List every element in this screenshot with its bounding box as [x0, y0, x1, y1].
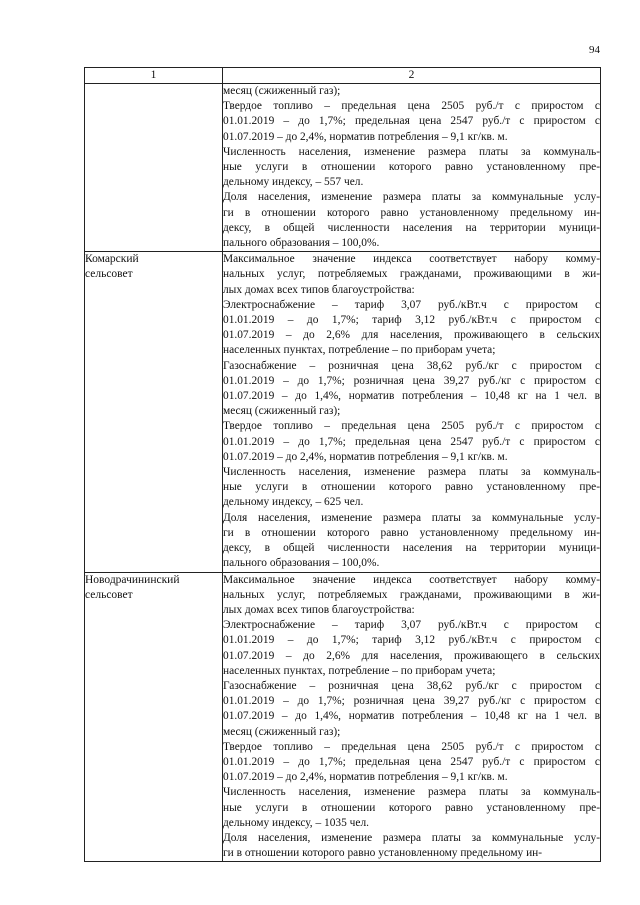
paragraph — [223, 190, 600, 251]
text-line: 01.07.2019 – до 1,4%, норматив потребления – 10,48 кг на 1 чел. в — [223, 390, 600, 403]
text-line: Электроснабжение – тариф 3,07 руб./кВт.ч с приростом с — [223, 298, 600, 311]
tariff-table — [84, 67, 601, 862]
table-row — [85, 84, 601, 252]
text-line: ные услуги в отношении которого равно установленному пре- — [223, 801, 600, 814]
text-line: Максимальное значение индекса соответствует набору комму- — [223, 253, 600, 266]
paragraph — [223, 419, 600, 465]
text-line: дельному индексу, – 625 чел. — [223, 496, 364, 509]
text-line: Доля населения, изменение размера платы за коммунальные услу- — [223, 831, 600, 844]
text-line: месяц (сжиженный газ); — [223, 725, 341, 738]
text-line: Твердое топливо – предельная цена 2505 руб./т с приростом с — [223, 740, 600, 753]
text-line: ные услуги в отношении которого равно установленному пре- — [223, 161, 600, 174]
text-line: Электроснабжение – тариф 3,07 руб./кВт.ч с приростом с — [223, 619, 600, 632]
municipality-name-line: Новодрачининский — [85, 573, 180, 586]
text-line: Доля населения, изменение размера платы за коммунальные услу- — [223, 191, 600, 204]
paragraph — [223, 740, 600, 786]
paragraph — [223, 359, 600, 420]
text-line: 01.01.2019 – до 1,7%; предельная цена 2547 руб./т с приростом с — [223, 115, 600, 128]
paragraph — [223, 298, 600, 359]
paragraph — [223, 511, 600, 572]
text-line: лых домах всех типов благоустройства: — [223, 603, 415, 616]
text-line: Твердое топливо – предельная цена 2505 руб./т с приростом с — [223, 420, 600, 433]
text-line: Численность населения, изменение размера платы за коммуналь- — [223, 145, 600, 158]
text-line: дексу, в общей численности населения на территории муници- — [223, 221, 600, 234]
table-row — [85, 572, 601, 862]
text-line: Газоснабжение – розничная цена 38,62 руб./кг с приростом с — [223, 679, 600, 692]
text-line: 01.01.2019 – до 1,7%; предельная цена 2547 руб./т с приростом с — [223, 435, 600, 448]
paragraph — [223, 145, 600, 191]
text-line: 01.01.2019 – до 1,7%; розничная цена 39,27 руб./кг с приростом с — [223, 695, 600, 708]
municipality-name-line: сельсовет — [85, 268, 133, 281]
paragraph — [223, 785, 600, 831]
text-line: дельному индексу, – 1035 чел. — [223, 816, 369, 829]
description-cell — [223, 572, 601, 862]
municipality-cell — [85, 572, 223, 862]
municipality-cell — [85, 252, 223, 572]
municipality-cell — [85, 84, 223, 252]
text-line: Численность населения, изменение размера платы за коммуналь- — [223, 786, 600, 799]
text-line: Доля населения, изменение размера платы за коммунальные услу- — [223, 511, 600, 524]
text-line: пального образования – 100,0%. — [223, 237, 380, 250]
text-line: 01.01.2019 – до 1,7%; тариф 3,12 руб./кВт.ч с приростом с — [223, 314, 600, 327]
municipality-name-line: сельсовет — [85, 588, 133, 601]
description-cell — [223, 84, 601, 252]
text-line: месяц (сжиженный газ); — [223, 405, 341, 418]
paragraph — [223, 252, 600, 298]
text-line: 01.07.2019 – до 2,6% для населения, проживающего в сельских — [223, 329, 600, 342]
paragraph — [223, 618, 600, 679]
paragraph — [223, 465, 600, 511]
paragraph — [223, 831, 600, 861]
text-line: 01.07.2019 – до 2,4%, норматив потребления – 9,1 кг/кв. м. — [223, 450, 508, 463]
text-line: нальных услуг, потребляемых гражданами, проживающими в жи- — [223, 268, 600, 281]
text-line: лых домах всех типов благоустройства: — [223, 283, 415, 296]
table-header-row — [85, 68, 601, 84]
text-line: ги в отношении которого равно установленному предельному ин- — [223, 847, 543, 860]
text-line: 01.01.2019 – до 1,7%; тариф 3,12 руб./кВт.ч с приростом с — [223, 634, 600, 647]
paragraph — [223, 573, 600, 619]
text-line: 01.07.2019 – до 2,6% для населения, проживающего в сельских — [223, 649, 600, 662]
municipality-name-line: Комарский — [85, 253, 139, 266]
text-line: пального образования – 100,0%. — [223, 557, 380, 570]
text-line: 01.07.2019 – до 2,4%, норматив потребления – 9,1 кг/кв. м. — [223, 771, 508, 784]
text-line: ги в отношении которого равно установленному предельному ин- — [223, 526, 600, 539]
paragraph — [223, 84, 600, 99]
text-line: населенных пунктах, потребление – по приборам учета; — [223, 664, 496, 677]
text-line: Газоснабжение – розничная цена 38,62 руб./кг с приростом с — [223, 359, 600, 372]
paragraph — [223, 679, 600, 740]
text-line: 01.01.2019 – до 1,7%; предельная цена 2547 руб./т с приростом с — [223, 755, 600, 768]
table-row — [85, 252, 601, 572]
text-line: нальных услуг, потребляемых гражданами, проживающими в жи- — [223, 588, 600, 601]
text-line: 01.07.2019 – до 1,4%, норматив потребления – 10,48 кг на 1 чел. в — [223, 710, 600, 723]
text-line: дельному индексу, – 557 чел. — [223, 176, 364, 189]
text-line: Численность населения, изменение размера платы за коммуналь- — [223, 466, 600, 479]
description-cell — [223, 252, 601, 572]
column-header-2: 2 — [223, 68, 601, 84]
text-line: населенных пунктах, потребление – по приборам учета; — [223, 344, 496, 357]
text-line: 01.01.2019 – до 1,7%; розничная цена 39,27 руб./кг с приростом с — [223, 374, 600, 387]
table-body — [85, 84, 601, 862]
text-line: 01.07.2019 – до 2,4%, норматив потребления – 9,1 кг/кв. м. — [223, 130, 508, 143]
page-number: 94 — [589, 44, 600, 56]
text-line: месяц (сжиженный газ); — [223, 85, 341, 97]
text-line: Максимальное значение индекса соответствует набору комму- — [223, 573, 600, 586]
column-header-1: 1 — [85, 68, 223, 84]
text-line: ные услуги в отношении которого равно установленному пре- — [223, 481, 600, 494]
text-line: Твердое топливо – предельная цена 2505 руб./т с приростом с — [223, 100, 600, 113]
text-line: ги в отношении которого равно установленному предельному ин- — [223, 206, 600, 219]
text-line: дексу, в общей численности населения на территории муници- — [223, 542, 600, 555]
paragraph — [223, 99, 600, 145]
